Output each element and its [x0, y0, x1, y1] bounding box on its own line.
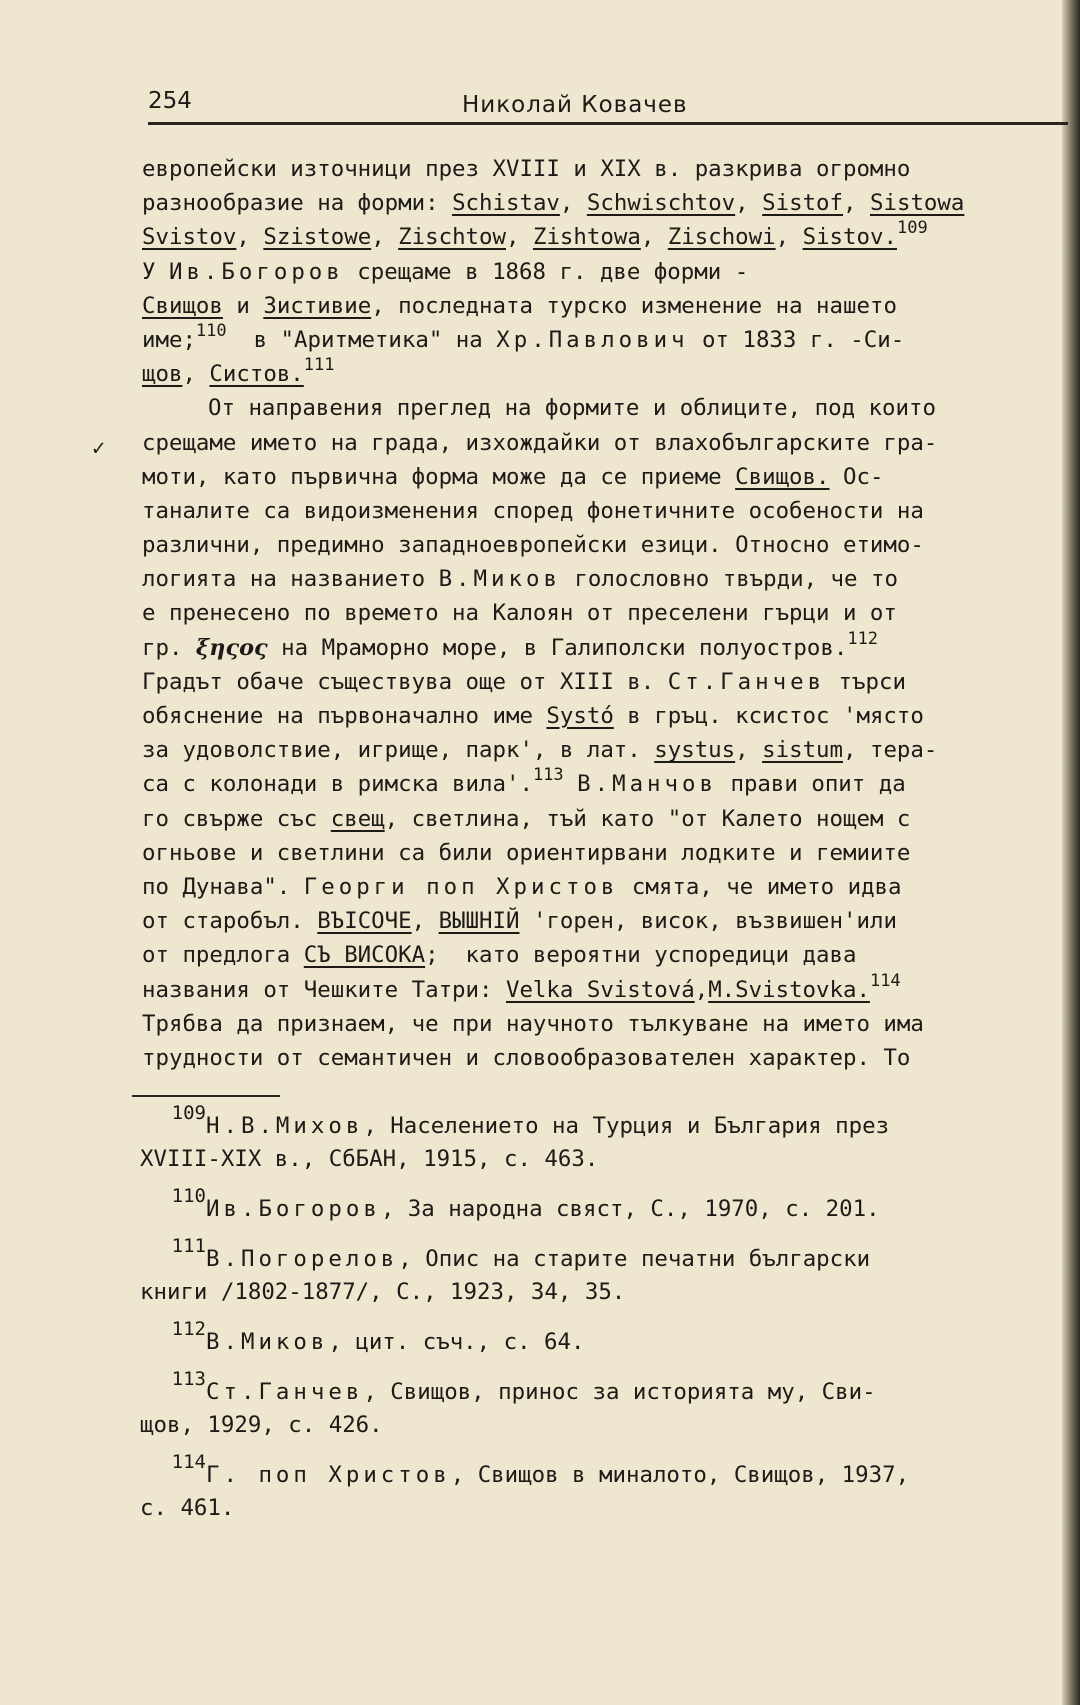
footnote-ref: 112: [847, 628, 879, 649]
text-line: е пренесено по времето на Калоян от преселени гърци и от: [142, 600, 897, 627]
text-line: от старобъл. ВЪІСОЧЕ, ВЫШНІЙ 'горен, висок, възвишен'или: [142, 908, 897, 935]
text-line: логията на названието В.Миков голословно твърди, че то: [142, 566, 898, 593]
text-line: по Дунава". Георги поп Христов смята, че името идва: [142, 873, 902, 900]
greek-word: ξηςος: [195, 634, 268, 661]
text-line: названия от Чешките Татри: Velka Svistová,M.Svistovka.$^{114}$: [142, 970, 901, 1003]
footnote: $^{109}$Н.В.Михов, Населението на Турция и България през XVIII-XIX в., СбБАН, 1915, с. 463.: [140, 1102, 890, 1172]
text-line: моти, като първична форма може да се приеме Свищов. Ос-: [142, 463, 884, 490]
footnote-author: В.Погорелов: [206, 1246, 399, 1272]
footnote-ref: 109: [896, 218, 928, 239]
footnote-author: Н.В.Михов: [206, 1113, 364, 1139]
text-line: за удоволствие, игрище, парк', в лат. systus, sistum, тера-: [142, 737, 938, 764]
text-line: У Ив.Богоров срещаме в 1868 г. две форми -: [142, 258, 749, 285]
footnote-separator: [132, 1095, 280, 1097]
footnote-ref: 110: [195, 320, 227, 341]
text-line: европейски източници през XVIII и XIX в. разкрива огромно: [142, 156, 911, 182]
body-text: [142, 152, 1062, 1075]
page-header: [148, 88, 1068, 125]
text-line: гр. ξηςος на Мраморно море, в Галиполски полуостров.$^{112}$: [142, 628, 879, 661]
footnote: $^{111}$В.Погорелов, Опис на старите печатни български книги /1802-1877/, С., 1923, 34, 35.: [140, 1235, 871, 1305]
text-line: обяснение на първоначално име Systó в гръц. ксистос 'място: [142, 703, 924, 729]
page-edge-shadow: [1062, 0, 1080, 1705]
text-line: име;$^{110}$ в "Аритметика" на Хр.Павлович от 1833 г. -Си-: [142, 320, 905, 353]
text-line: Трябва да признаем, че при научното тълкуване на името има: [142, 1010, 924, 1037]
text-line: различни, предимно западноевропейски езици. Относно етимо-: [142, 532, 924, 559]
page-number: 254: [148, 88, 192, 114]
footnote: $^{113}$Ст.Ганчев, Свищов, принос за историята му, Сви- щов, 1929, с. 426.: [140, 1368, 876, 1438]
running-head: Николай Ковачев: [462, 92, 688, 118]
text-line: са с колонади в римска вила'.$^{113}$ В.Манчов прави опит да: [142, 765, 906, 798]
margin-check-mark: ✓: [92, 436, 106, 461]
footnote-ref: 114: [869, 970, 901, 991]
footnote-author: Ив.Богоров: [206, 1196, 381, 1222]
text-line: Svistov, Szistowe, Zischtow, Zishtowa, Zischowi, Sistov.$^{109}$: [142, 218, 928, 251]
text-line: разнообразие на форми: Schistav, Schwischtov, Sistof, Sistowa: [142, 190, 965, 217]
footnote-author: В.Миков: [206, 1329, 329, 1355]
text-line: срещаме името на града, изхождайки от влахобългарските гра-: [142, 429, 938, 456]
text-line: от предлога СЪ ВИСОКА; като вероятни успоредици дава: [142, 942, 857, 969]
text-line: Свищов и Зистивие, последната турско изменение на нашето: [142, 292, 897, 319]
footnote-ref: 113: [532, 765, 564, 786]
footnote: $^{112}$В.Миков, цит. съч., с. 64.: [171, 1318, 585, 1355]
text-line: Градът обаче съществува още от XIII в. Ст.Ганчев търси: [142, 668, 906, 695]
paragraph-start-line: От направения преглед на формите и облиците, под които: [208, 395, 936, 422]
text-line: го свърже със свещ, светлина, тъй като "от Калето нощем с: [142, 805, 911, 832]
footnote-author: Ст.Ганчев: [206, 1379, 364, 1405]
footnote-author: Г. поп Христов: [206, 1462, 451, 1488]
footnote-ref: 111: [303, 355, 335, 376]
text-line: трудности от семантичен и словообразователен характер. То: [142, 1044, 911, 1071]
footnote: $^{110}$Ив.Богоров, За народна свяст, С., 1970, с. 201.: [171, 1185, 880, 1222]
text-line: щов, Систов.$^{111}$: [142, 355, 335, 388]
footnote: $^{114}$Г. поп Христов, Свищов в миналото, Свищов, 1937, с. 461.: [140, 1451, 910, 1521]
text-line: огньове и светлини са били ориентирвани лодките и гемиите: [142, 839, 911, 866]
text-line: таналите са видоизменения според фонетичните особености на: [142, 497, 924, 524]
footnotes: [140, 1102, 1060, 1542]
